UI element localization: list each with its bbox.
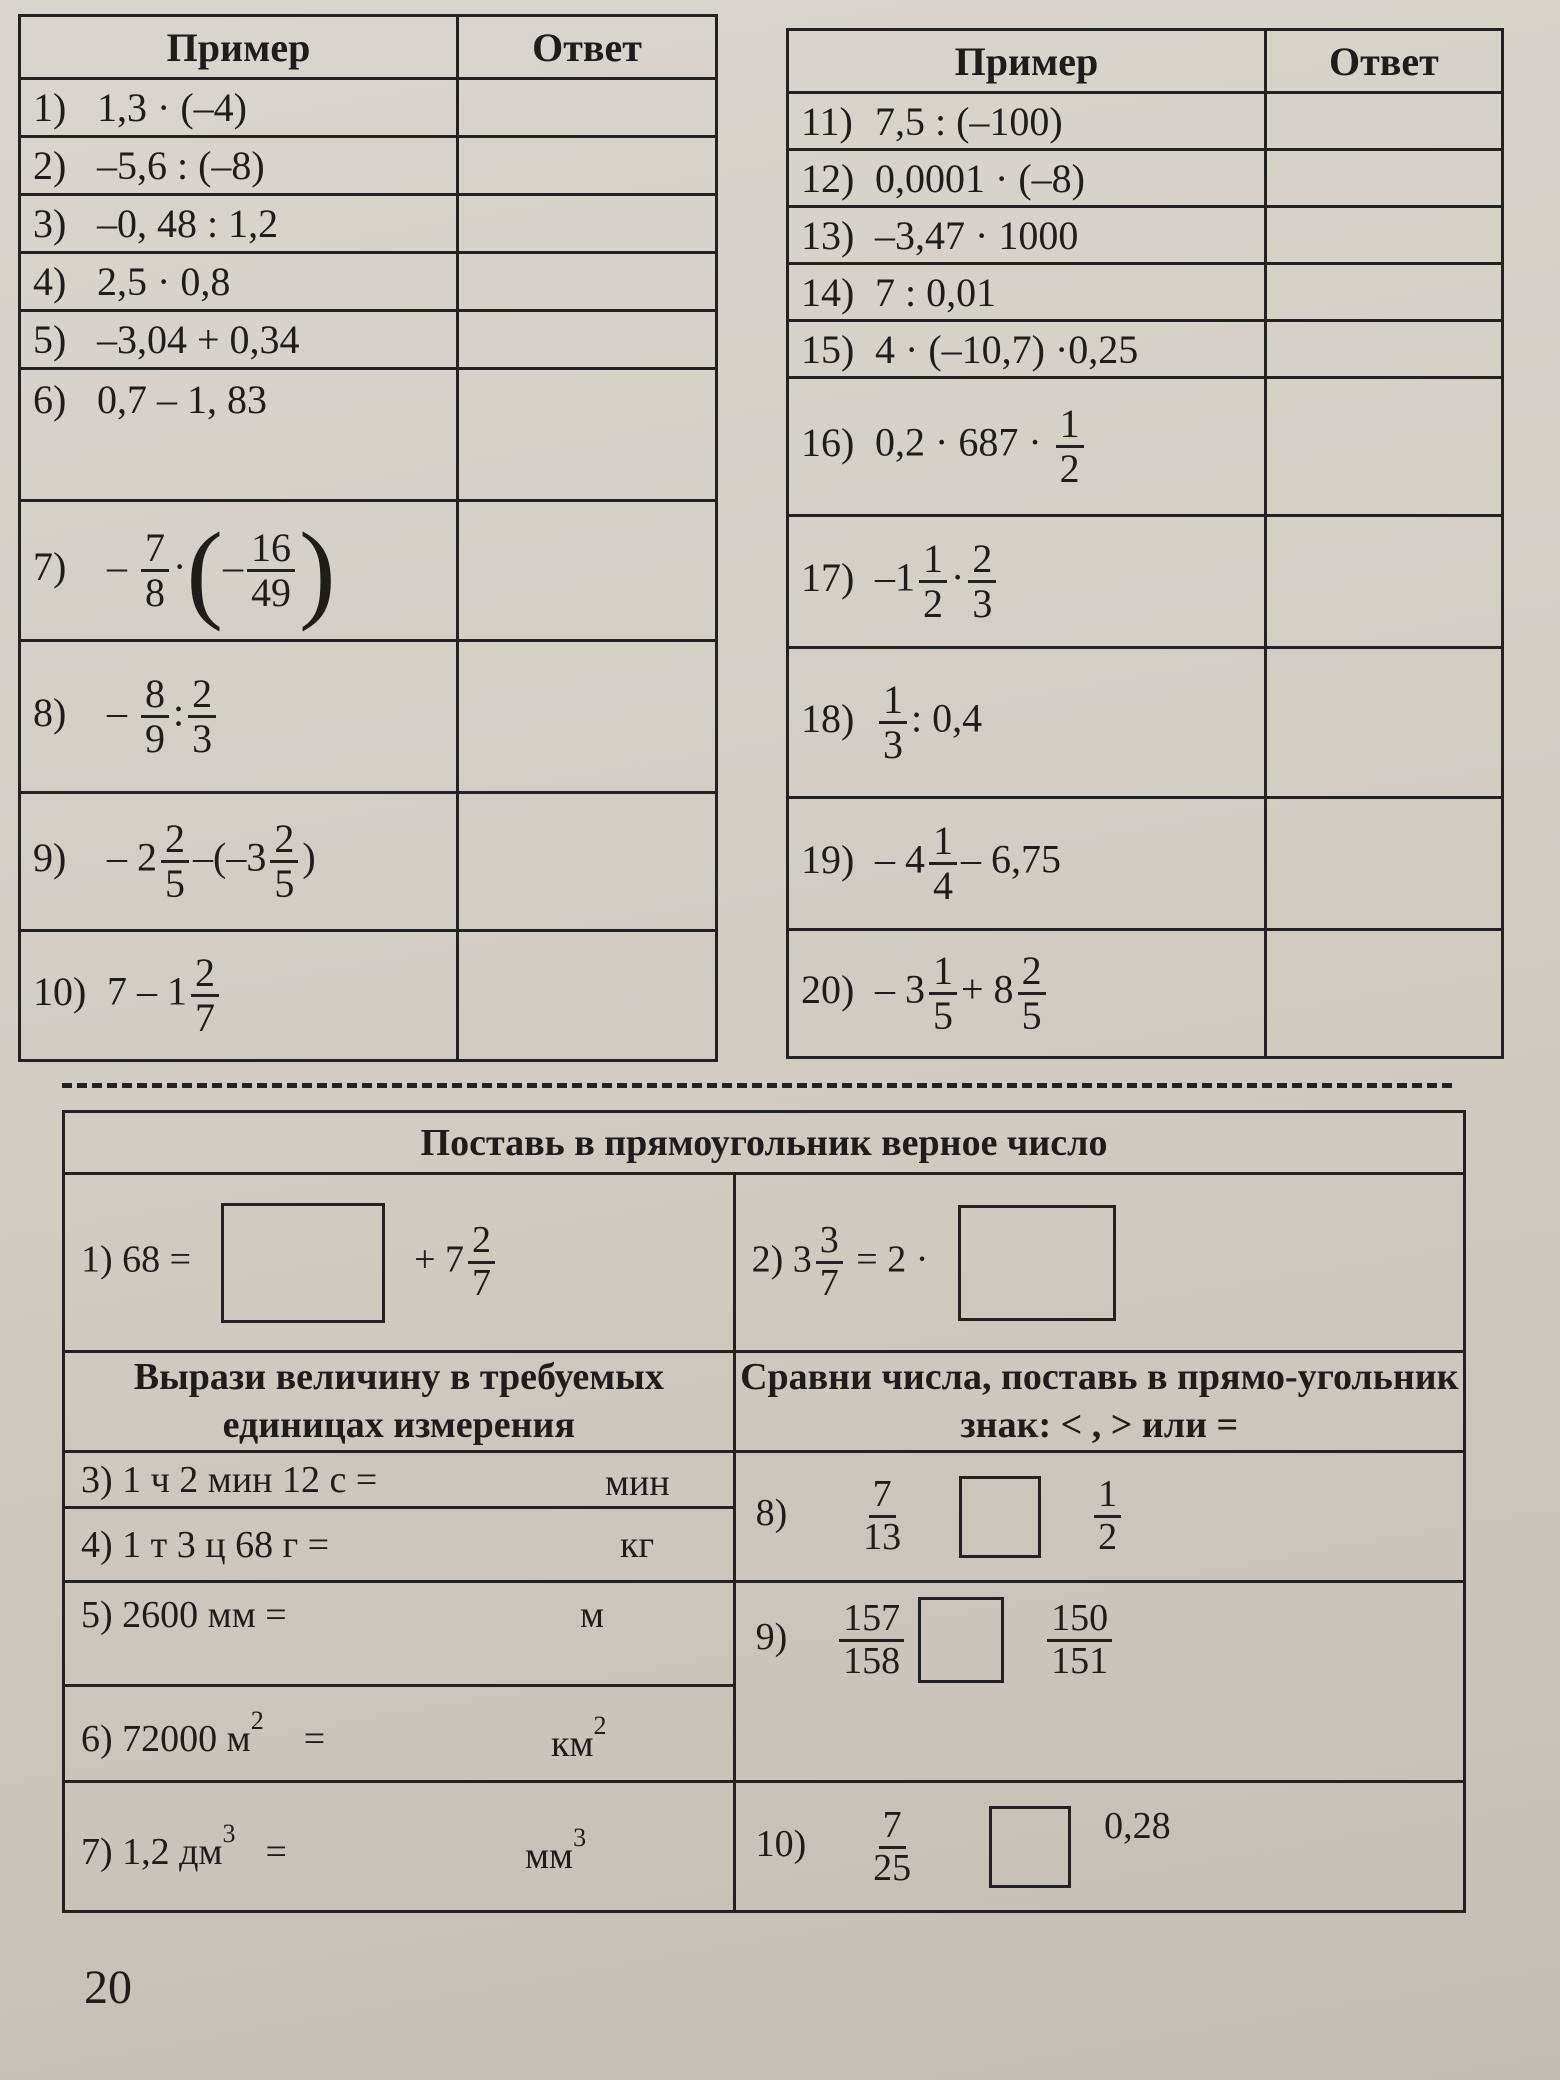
answer-cell[interactable]	[458, 311, 717, 369]
bottom-tasks-table	[62, 1110, 1466, 1913]
expression: 0,0001 · (–8)	[875, 155, 1085, 201]
section-title: Поставь в прямоугольник верное число	[64, 1112, 1465, 1174]
answer-cell[interactable]	[458, 253, 717, 311]
answer-cell[interactable]	[458, 137, 717, 195]
table-row: 14) 7 : 0,01	[788, 264, 1503, 321]
column-header-example: Пример	[788, 30, 1266, 93]
column-header-example: Пример	[20, 16, 458, 79]
fraction: $\frac{16}{49}$	[247, 527, 295, 614]
table-row: 2) –5,6 : (–8)	[20, 137, 717, 195]
table-row: 1) 1,3 · (–4)	[20, 79, 717, 137]
fraction: $\frac{2}{7}$	[191, 952, 219, 1039]
fraction: $\frac{3}{7}$	[816, 1221, 843, 1304]
fraction: $\frac{1}{2}$	[1056, 403, 1084, 490]
answer-cell[interactable]	[1265, 93, 1502, 150]
table-row: 17) –1 $\frac{1}{2}$ · $\frac{2}{3}$	[788, 516, 1503, 648]
fraction: $\frac{2}{7}$	[468, 1221, 495, 1304]
compare-box[interactable]	[959, 1476, 1041, 1558]
unit-label: кг	[620, 1524, 655, 1566]
table-row: 19) – 4 $\frac{1}{4}$ – 6,75	[788, 798, 1503, 930]
left-examples-table	[18, 14, 718, 1062]
table-row: 1) 68 = + 7 $\frac{2}{7}$ 2) 3 $\frac{3}{7}$ = 2 ·	[64, 1174, 1465, 1352]
answer-cell[interactable]	[1265, 150, 1502, 207]
answer-cell[interactable]	[1265, 648, 1502, 798]
table-row: 8) – $\frac{8}{9}$ : $\frac{2}{3}$	[20, 641, 717, 793]
table-row: 5) 2600 мм = м 9) $\frac{157}{158}$ $\frac{150}{151}$	[64, 1582, 1465, 1686]
expression: –3,04 + 0,34	[97, 317, 300, 362]
fraction: $\frac{2}{5}$	[270, 818, 298, 905]
section-header-units: Вырази величину в требуемых единицах измерения	[64, 1352, 735, 1452]
fraction: $\frac{1}{3}$	[879, 679, 907, 766]
answer-cell[interactable]	[1265, 798, 1502, 930]
expression: 7 : 0,01	[875, 269, 997, 315]
table-row: 9) – 2 $\frac{2}{5}$ –(–3 $\frac{2}{5}$ )	[20, 793, 717, 931]
table-row: 16) 0,2 · 687 · $\frac{1}{2}$	[788, 378, 1503, 516]
expression: 1,3 · (–4)	[97, 85, 247, 130]
table-row: 11) 7,5 : (–100)	[788, 93, 1503, 150]
cut-line	[62, 1083, 1452, 1088]
answer-cell[interactable]	[458, 195, 717, 253]
fraction: $\frac{2}{3}$	[188, 673, 216, 760]
fraction: $\frac{1}{4}$	[929, 820, 957, 907]
unit-label: м	[580, 1594, 605, 1636]
fraction: $\frac{1}{5}$	[929, 950, 957, 1037]
answer-cell[interactable]	[458, 931, 717, 1061]
column-header-answer: Ответ	[458, 16, 717, 79]
compare-box[interactable]	[918, 1597, 1004, 1683]
answer-cell[interactable]	[1265, 378, 1502, 516]
answer-cell[interactable]	[458, 793, 717, 931]
fraction: $\frac{2}{3}$	[968, 538, 996, 625]
expression: 0,7 – 1, 83	[97, 377, 267, 422]
fraction: $\frac{7}{8}$	[141, 527, 169, 614]
table-row: 3) –0, 48 : 1,2	[20, 195, 717, 253]
answer-cell[interactable]	[458, 641, 717, 793]
table-row: 5) –3,04 + 0,34	[20, 311, 717, 369]
expression: 2,5 · 0,8	[97, 259, 231, 304]
answer-box[interactable]	[958, 1205, 1116, 1321]
expression: 7,5 : (–100)	[875, 98, 1063, 144]
answer-cell[interactable]	[458, 369, 717, 501]
answer-cell[interactable]	[1265, 516, 1502, 648]
fraction: $\frac{157}{158}$	[839, 1599, 904, 1682]
table-row: 6) 0,7 – 1, 83	[20, 369, 717, 501]
table-row: 4) 2,5 · 0,8	[20, 253, 717, 311]
answer-cell[interactable]	[1265, 321, 1502, 378]
answer-cell[interactable]	[458, 501, 717, 641]
answer-cell[interactable]	[1265, 264, 1502, 321]
compare-box[interactable]	[989, 1806, 1071, 1888]
fraction: $\frac{7}{13}$	[863, 1473, 902, 1558]
fraction: $\frac{8}{9}$	[141, 673, 169, 760]
table-row: 13) –3,47 · 1000	[788, 207, 1503, 264]
fraction: $\frac{7}{25}$	[873, 1804, 912, 1889]
answer-box[interactable]	[221, 1203, 385, 1323]
table-row: 20) – 3 $\frac{1}{5}$ + 8 $\frac{2}{5}$	[788, 930, 1503, 1058]
unit-label: $мм^3$	[525, 1823, 587, 1877]
table-row: 12) 0,0001 · (–8)	[788, 150, 1503, 207]
page-number: 20	[84, 1961, 132, 2014]
table-row: 4) 1 т 3 ц 68 г = кг	[64, 1508, 1465, 1582]
answer-cell[interactable]	[1265, 207, 1502, 264]
table-row: 15) 4 · (–10,7) ·0,25	[788, 321, 1503, 378]
section-header-compare: Сравни числа, поставь в прямо-угольник знак: < , > или =	[734, 1352, 1464, 1452]
table-row: 7) – $\frac{7}{8}$ ·(– $\frac{16}{49}$ )	[20, 501, 717, 641]
expression: –3,47 · 1000	[875, 212, 1079, 258]
table-row: 6) 72000 $м^2$ = $км^2$	[64, 1686, 1465, 1782]
fraction: $\frac{2}{5}$	[161, 818, 189, 905]
column-header-answer: Ответ	[1265, 30, 1502, 93]
expression: –0, 48 : 1,2	[97, 201, 279, 246]
unit-label: мин	[605, 1462, 670, 1504]
answer-cell[interactable]	[458, 79, 717, 137]
table-row: 3) 1 ч 2 мин 12 с = мин 8) $\frac{7}{13}$ $\frac{1}{2}$	[64, 1452, 1465, 1508]
fraction: $\frac{150}{151}$	[1047, 1599, 1112, 1682]
table-row: 18) $\frac{1}{3}$ : 0,4	[788, 648, 1503, 798]
fraction: $\frac{1}{2}$	[919, 538, 947, 625]
expression: 4 · (–10,7) ·0,25	[875, 326, 1139, 372]
right-examples-table	[786, 28, 1504, 1059]
expression: –5,6 : (–8)	[97, 143, 265, 188]
fraction: $\frac{2}{5}$	[1018, 950, 1046, 1037]
table-row: 7) 1,2 $дм^3$ = $мм^3$ 10) $\frac{7}{25}$ 0,28	[64, 1782, 1465, 1912]
answer-cell[interactable]	[1265, 930, 1502, 1058]
table-row: 10) 7 – 1 $\frac{2}{7}$	[20, 931, 717, 1061]
fraction: $\frac{1}{2}$	[1094, 1475, 1121, 1558]
unit-label: $км^2$	[551, 1711, 607, 1765]
